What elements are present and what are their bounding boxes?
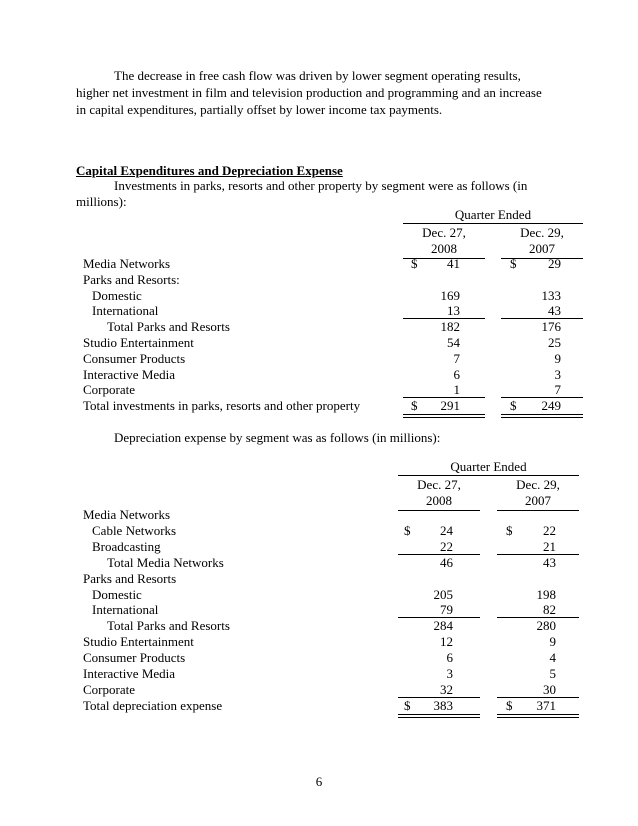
col2-header: Dec. 29, — [520, 225, 564, 240]
col1-header: Dec. 27, — [422, 225, 466, 240]
currency-symbol: $ — [411, 398, 418, 414]
value-col2: 198 — [536, 586, 556, 602]
row-label: Consumer Products — [83, 350, 186, 366]
total-rule — [403, 397, 485, 398]
col1-header-rule — [398, 510, 480, 511]
row-label: International — [92, 303, 159, 319]
value-col2: 176 — [541, 319, 561, 335]
value-col1: 79 — [440, 602, 453, 618]
value-col1: 13 — [447, 303, 460, 319]
page-number: 6 — [315, 774, 323, 789]
subtotal-rule — [398, 554, 480, 555]
period-header: Quarter Ended — [454, 207, 532, 222]
value-col1: 46 — [440, 554, 453, 570]
value-col1: 284 — [433, 618, 453, 634]
total-double-rule — [403, 414, 485, 418]
subtotal-rule — [403, 318, 485, 319]
section-heading: Capital Expenditures and Depreciation Expense — [76, 163, 343, 178]
currency-symbol: $ — [411, 256, 418, 271]
col2-header: 2007 — [529, 241, 555, 256]
value-col2: 249 — [541, 398, 561, 414]
row-label: Corporate — [83, 382, 135, 398]
period-header: Quarter Ended — [450, 459, 527, 474]
value-col2: 30 — [543, 681, 556, 697]
row-label: Parks and Resorts — [83, 570, 177, 586]
value-col1: 54 — [447, 335, 460, 350]
row-label: Studio Entertainment — [83, 634, 194, 650]
col1-header: 2008 — [426, 493, 452, 508]
total-double-rule — [501, 414, 583, 418]
value-col1: 6 — [453, 366, 460, 382]
currency-symbol: $ — [510, 256, 517, 271]
value-col2: 25 — [548, 335, 561, 350]
value-col2: 43 — [548, 303, 561, 319]
header-rule — [403, 223, 583, 224]
row-label: Total Parks and Resorts — [107, 618, 230, 634]
value-col1: 6 — [446, 650, 453, 666]
value-col1: 205 — [433, 586, 453, 602]
row-label: Broadcasting — [92, 538, 161, 554]
value-col1: 182 — [440, 319, 460, 335]
row-label: Media Networks — [83, 507, 171, 522]
row-label: Studio Entertainment — [83, 335, 194, 350]
value-col1: 32 — [440, 681, 453, 697]
subtotal-rule — [497, 617, 579, 618]
subtotal-rule — [497, 554, 579, 555]
subtotal-rule — [398, 617, 480, 618]
total-rule — [398, 697, 480, 698]
value-col2: 22 — [543, 522, 556, 538]
row-label: Domestic — [92, 586, 142, 602]
row-label: Corporate — [83, 681, 135, 697]
row-label: Interactive Media — [83, 366, 176, 382]
total-rule — [497, 697, 579, 698]
value-col2: 280 — [536, 618, 556, 634]
row-label: Cable Networks — [92, 522, 177, 538]
header-rule — [398, 475, 579, 476]
value-col2: 9 — [549, 634, 556, 650]
value-col1: 3 — [446, 666, 453, 681]
row-label: Media Networks — [83, 256, 171, 271]
row-label: Interactive Media — [83, 666, 176, 681]
col1-header: Dec. 27, — [417, 477, 461, 492]
col1-header: 2008 — [431, 241, 457, 256]
value-col1: 24 — [440, 522, 453, 538]
row-label: International — [92, 602, 159, 618]
total-double-rule — [497, 714, 579, 718]
currency-symbol: $ — [510, 398, 517, 414]
value-col2: 3 — [554, 366, 561, 382]
row-label: Total Parks and Resorts — [107, 319, 230, 335]
value-col2: 4 — [549, 650, 556, 666]
currency-symbol: $ — [506, 522, 513, 538]
value-col1: 12 — [440, 634, 453, 650]
value-col2: 82 — [543, 602, 556, 618]
currency-symbol: $ — [506, 697, 513, 713]
currency-symbol: $ — [404, 522, 411, 538]
col2-header: Dec. 29, — [516, 477, 560, 492]
capex-intro: Investments in parks, resorts and other property by segment were as follows (in millions): — [76, 178, 528, 209]
row-label: Total investments in parks, resorts and other property — [83, 398, 361, 414]
value-col1: 22 — [440, 538, 453, 554]
value-col2: 43 — [543, 554, 556, 570]
value-col2: 9 — [554, 350, 561, 366]
row-label: Domestic — [92, 287, 142, 303]
value-col1: 169 — [440, 287, 460, 303]
row-label: Total depreciation expense — [83, 697, 223, 713]
value-col1: 383 — [433, 697, 453, 713]
value-col2: 21 — [543, 538, 556, 554]
total-rule — [501, 397, 583, 398]
value-col1: 291 — [440, 398, 460, 414]
total-double-rule — [398, 714, 480, 718]
value-col2: 7 — [554, 382, 561, 398]
intro-paragraph: The decrease in free cash flow was driven by lower segment operating results, higher net investment in film and television production and programming and an increase in capital expenditures, partially offset by lower income tax payments. — [76, 68, 542, 117]
currency-symbol: $ — [404, 697, 411, 713]
col2-header-rule — [497, 510, 579, 511]
row-label: Consumer Products — [83, 650, 186, 666]
subtotal-rule — [501, 318, 583, 319]
value-col1: 41 — [447, 256, 460, 271]
value-col2: 29 — [548, 256, 561, 271]
row-label: Parks and Resorts: — [83, 271, 180, 287]
col2-header: 2007 — [525, 493, 551, 508]
value-col1: 7 — [453, 350, 460, 366]
value-col2: 5 — [549, 666, 556, 681]
value-col2: 133 — [541, 287, 561, 303]
depreciation-intro: Depreciation expense by segment was as follows (in millions): — [114, 430, 441, 445]
value-col2: 371 — [536, 697, 556, 713]
row-label: Total Media Networks — [107, 554, 224, 570]
value-col1: 1 — [453, 382, 460, 398]
